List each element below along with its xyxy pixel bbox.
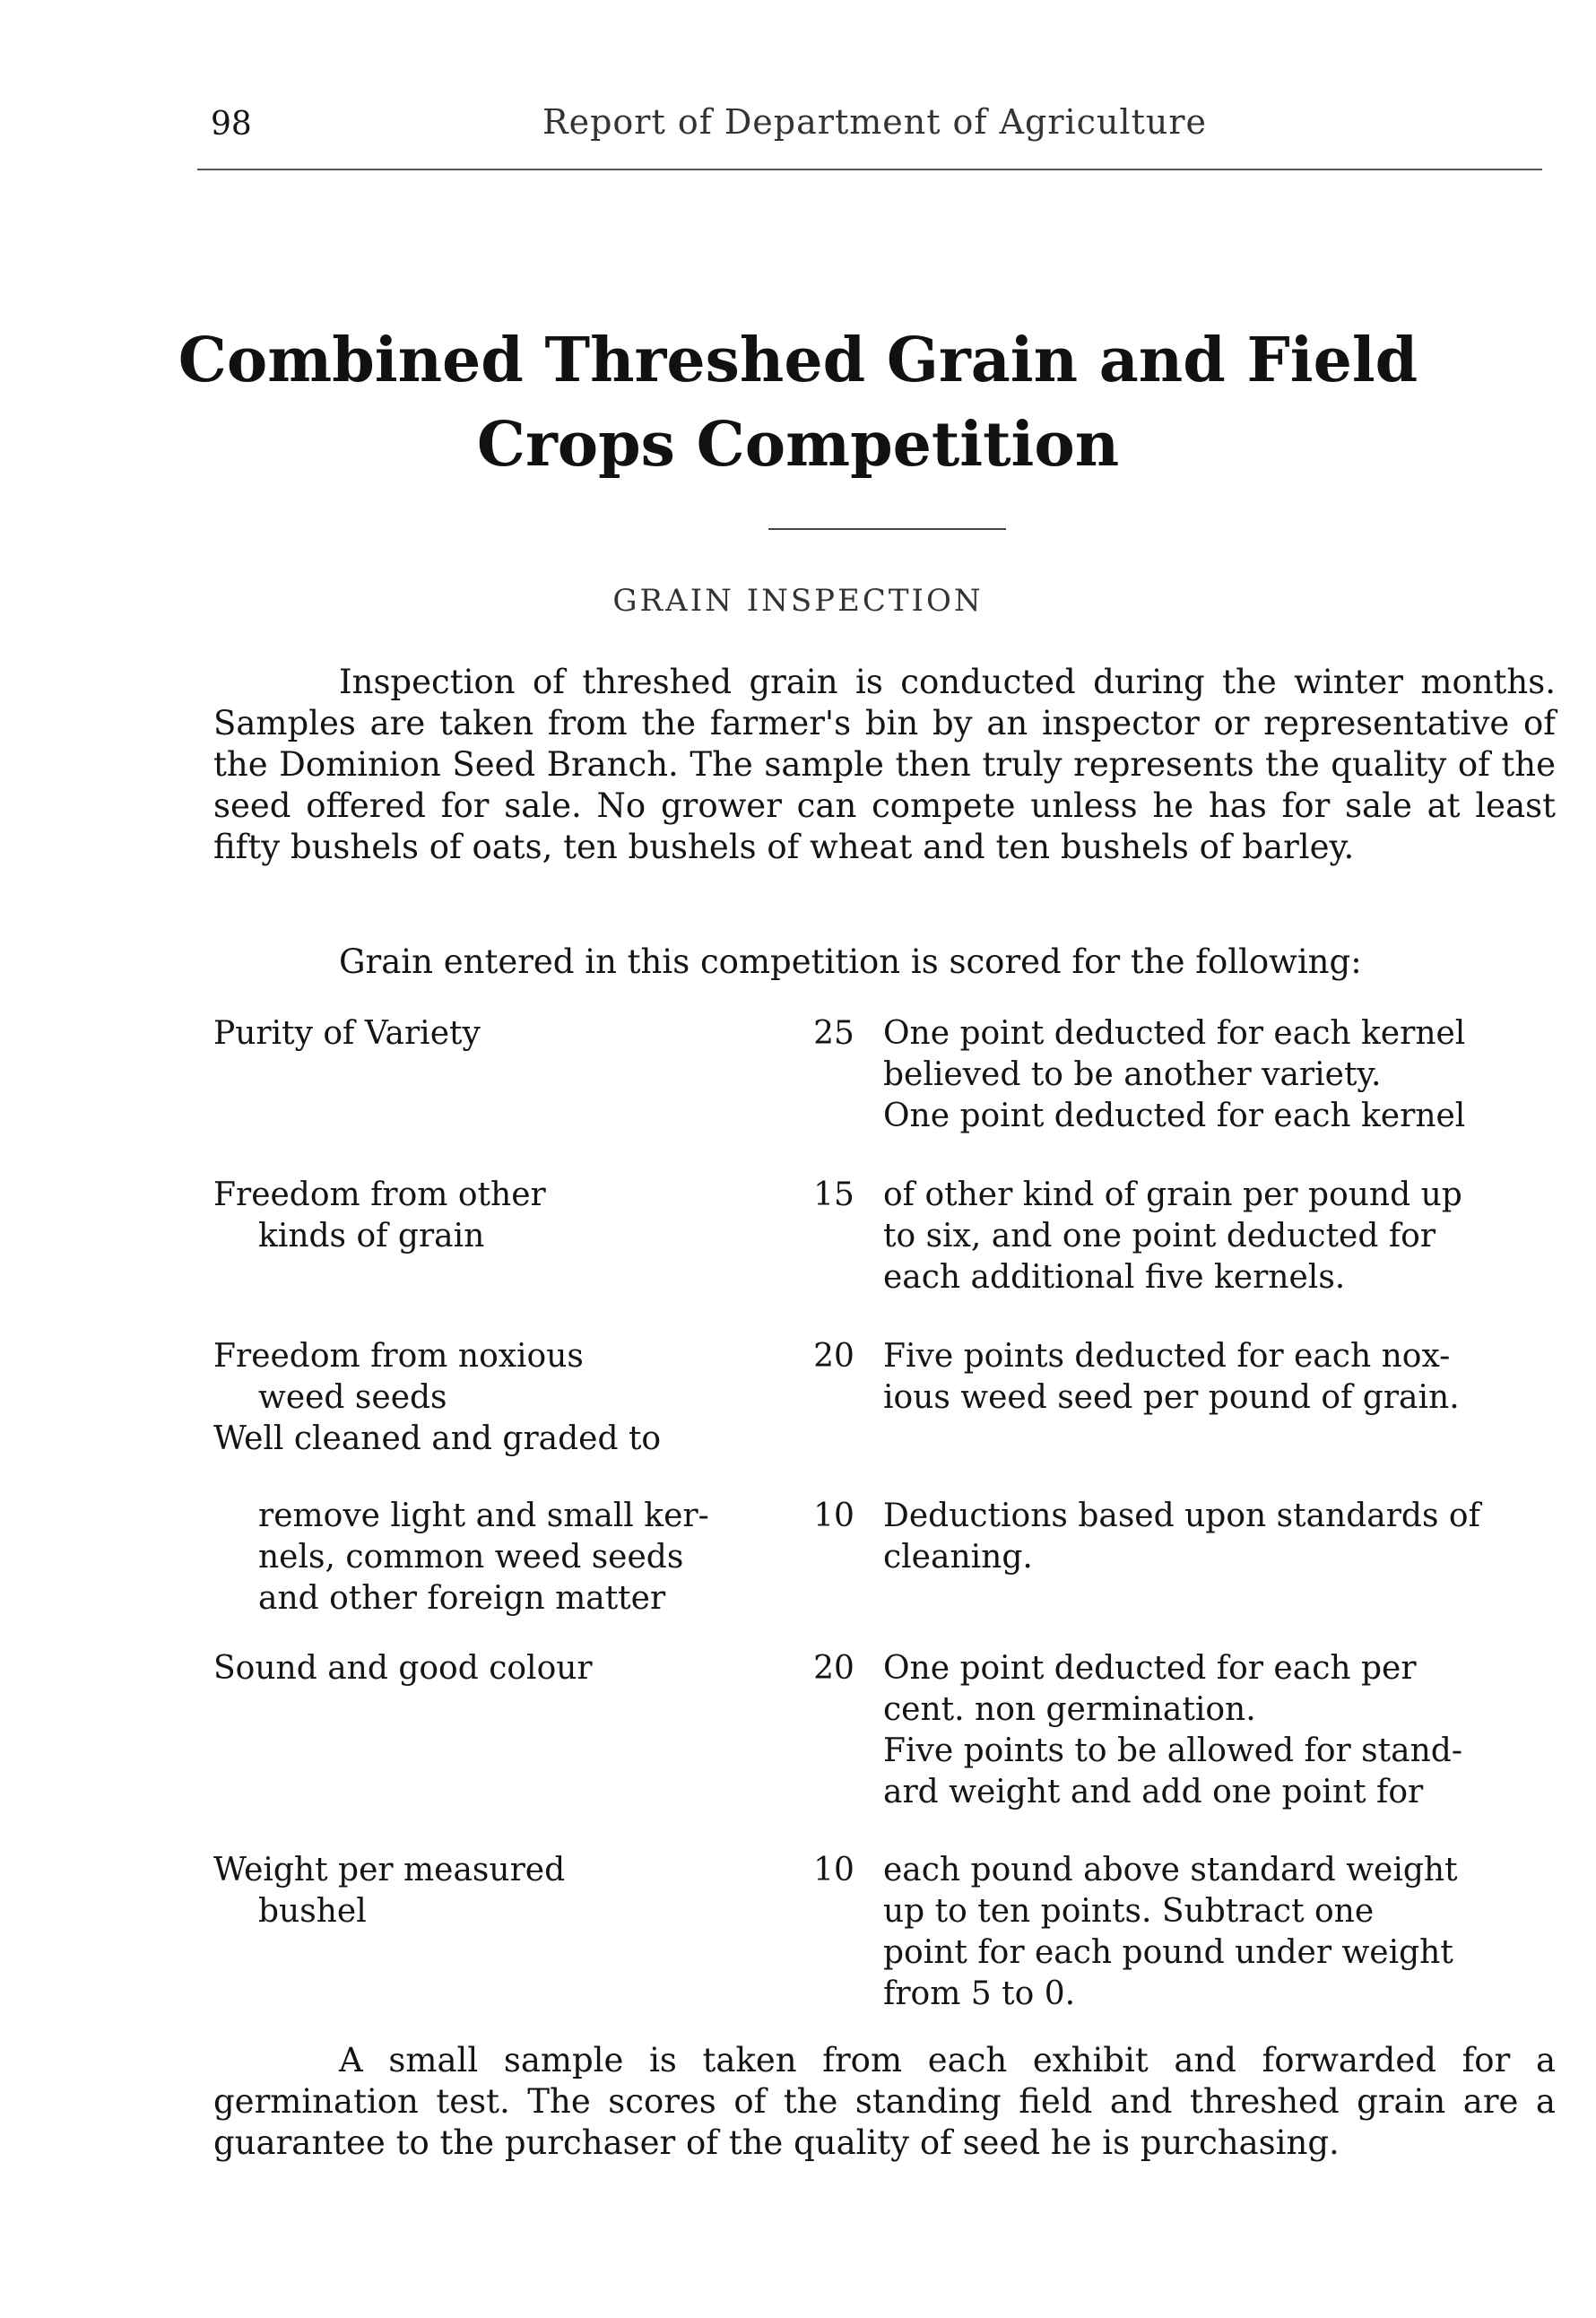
criterion-points: 20	[813, 1650, 854, 1687]
running-title: Report of Department of Agriculture	[542, 102, 1207, 142]
criterion-description: Five points deducted for each nox- ious weed seed per pound of grain.	[883, 1338, 1460, 1416]
criterion-name: Weight per measured bushel	[213, 1852, 566, 1930]
criterion-points: 20	[813, 1338, 854, 1375]
title-line-2: Crops Competition	[476, 409, 1120, 481]
intro-paragraph: Inspection of threshed grain is conducted during the winter months. Samples are taken from the farmer's bin by an inspector or representative of the Dominion Seed Branch. The sample then truly represents the quality of the seed offered for sale. No grower can compete unless he has for sale at least fifty bushels of oats, ten bushels of wheat and ten bushels of barley.	[213, 663, 1556, 866]
scoring-intro: Grain entered in this competition is scored for the following:	[339, 942, 1362, 981]
criterion-points: 10	[813, 1852, 854, 1888]
criterion-name: Freedom from noxious weed seeds Well cleaned and graded to	[213, 1338, 662, 1457]
criterion-name: Purity of Variety	[213, 1015, 481, 1052]
page-number: 98	[211, 106, 252, 143]
title-divider	[768, 528, 1006, 530]
criterion-points: 15	[813, 1176, 854, 1213]
criterion-name: Freedom from other kinds of grain	[213, 1176, 546, 1254]
criterion-description: each pound above standard weight up to ten points. Subtract one point for each pound under weight from 5 to 0.	[883, 1852, 1458, 2012]
closing-paragraph: A small sample is taken from each exhibit and forwarded for a germination test. The scores of the standing field and threshed grain are a guarantee to the purchaser of the quality of seed he is purchasing.	[213, 2041, 1556, 2162]
title-line-1: Combined Threshed Grain and Field	[178, 325, 1418, 396]
criterion-description: One point deducted for each kernel believed to be another variety. One point deducted for each kernel	[883, 1015, 1466, 1134]
criterion-points: 10	[813, 1498, 854, 1534]
criterion-name: remove light and small ker- nels, common weed seeds and other foreign matter	[258, 1498, 709, 1617]
header-rule	[197, 169, 1542, 170]
criterion-points: 25	[813, 1015, 854, 1052]
page-title	[0, 318, 1596, 487]
criterion-name: Sound and good colour	[213, 1650, 593, 1687]
section-heading: GRAIN INSPECTION	[612, 583, 984, 619]
criterion-description: of other kind of grain per pound up to six, and one point deducted for each additional five kernels.	[883, 1176, 1462, 1296]
criterion-description: One point deducted for each per cent. non germination. Five points to be allowed for stand- ard weight and add one point for	[883, 1650, 1462, 1810]
criterion-description: Deductions based upon standards of cleaning.	[883, 1498, 1480, 1576]
